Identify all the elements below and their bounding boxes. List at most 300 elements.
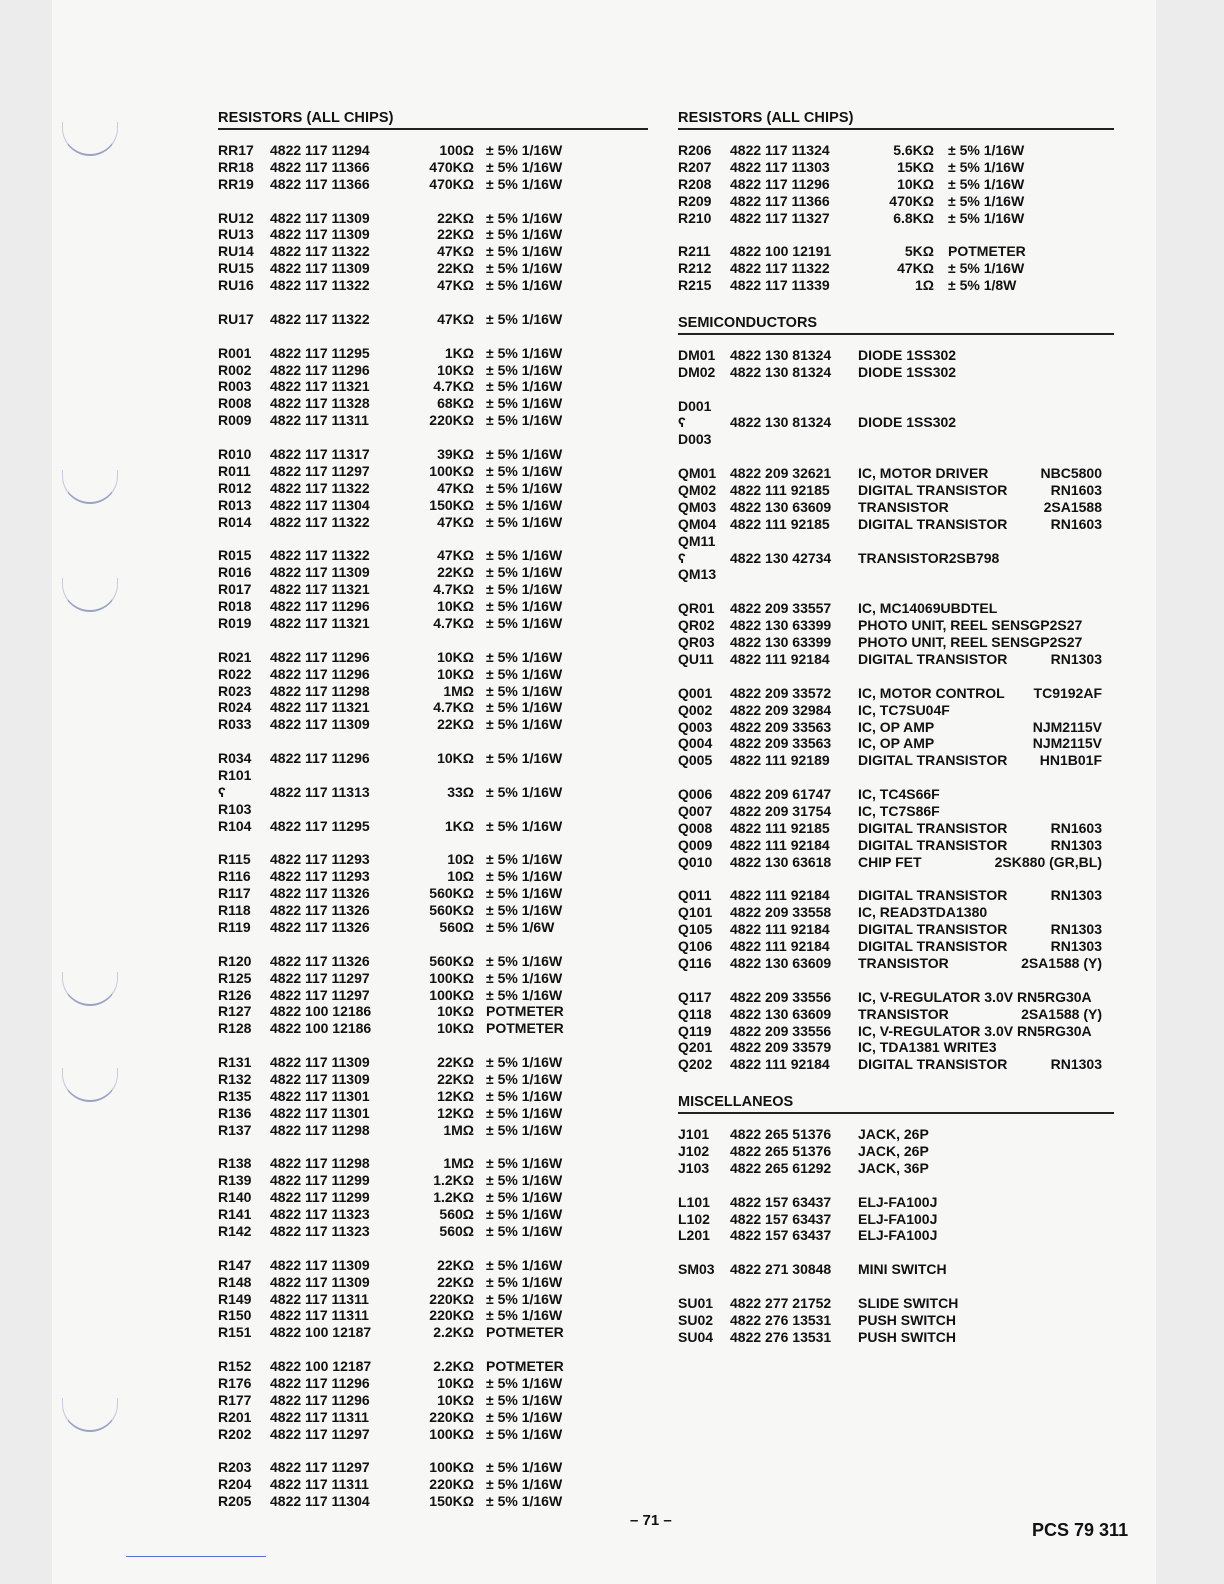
cell-type: CHIP FET bbox=[858, 853, 922, 870]
row-spacer bbox=[218, 1443, 648, 1460]
cell-code: 4822 130 81324 bbox=[730, 414, 832, 431]
cell-code: 4822 117 11317 bbox=[270, 446, 370, 463]
cell-code: 4822 209 33556 bbox=[730, 988, 832, 1005]
cell-code: 4822 117 11295 bbox=[270, 817, 370, 834]
cell-ref: DM02 bbox=[678, 363, 716, 380]
cell-code: 4822 209 33556 bbox=[730, 1022, 832, 1039]
cell-desc: ± 5% 1/16W bbox=[486, 395, 563, 412]
table-row bbox=[218, 868, 648, 885]
table-row bbox=[678, 1211, 1114, 1228]
cell-ref: Q118 bbox=[678, 1005, 712, 1022]
cell-ref: R016 bbox=[218, 564, 252, 581]
cell-ref: ʕ bbox=[218, 783, 226, 800]
table-row bbox=[218, 1392, 648, 1409]
cell-val: 10KΩ bbox=[437, 1020, 474, 1037]
cell-code: 4822 117 11309 bbox=[270, 209, 370, 226]
table-row bbox=[218, 378, 648, 395]
cell-desc: ± 5% 1/16W bbox=[486, 1104, 563, 1121]
cell-val: 22KΩ bbox=[437, 209, 474, 226]
cell-desc: ± 5% 1/16W bbox=[486, 665, 563, 682]
row-spacer bbox=[218, 1341, 648, 1358]
cell-desc: ± 5% 1/16W bbox=[486, 868, 563, 885]
cell-desc: ± 5% 1/16W bbox=[486, 1256, 563, 1273]
table-row bbox=[218, 514, 648, 531]
cell-code: 4822 130 63399 bbox=[730, 634, 832, 651]
cell-code: 4822 117 11322 bbox=[270, 310, 370, 327]
cell-code: 4822 117 11309 bbox=[270, 1070, 370, 1087]
cell-ref: R151 bbox=[218, 1324, 252, 1341]
cell-code: 4822 130 81324 bbox=[730, 363, 832, 380]
table-row bbox=[218, 497, 648, 514]
table-row bbox=[218, 784, 648, 801]
row-spacer bbox=[678, 1177, 1114, 1194]
cell-val: 1MΩ bbox=[443, 1155, 474, 1172]
table-row bbox=[218, 142, 648, 159]
table-row bbox=[678, 634, 1114, 651]
cell-code: 4822 117 11311 bbox=[270, 1408, 369, 1425]
table-row bbox=[218, 1493, 648, 1510]
cell-code: 4822 117 11301 bbox=[270, 1087, 370, 1104]
cell-ref: R203 bbox=[218, 1459, 252, 1476]
cell-val: 2.2KΩ bbox=[433, 1358, 474, 1375]
cell-ref: R126 bbox=[218, 986, 252, 1003]
table-row bbox=[218, 226, 648, 243]
cell-val: 10KΩ bbox=[437, 1375, 474, 1392]
cell-type: DIGITAL TRANSISTOR bbox=[858, 752, 1008, 769]
cell-val: 2.2KΩ bbox=[433, 1324, 474, 1341]
cell-ref: QM13 bbox=[678, 566, 717, 583]
table-row bbox=[678, 1295, 1114, 1312]
table-row bbox=[678, 1160, 1114, 1177]
cell-desc: ± 5% 1/16W bbox=[486, 344, 563, 361]
cell-ref: R116 bbox=[218, 868, 251, 885]
cell-val: 100KΩ bbox=[429, 462, 474, 479]
table-row bbox=[218, 649, 648, 666]
cell-desc: ± 5% 1/16W bbox=[486, 1290, 563, 1307]
cell-code: 4822 117 11322 bbox=[270, 243, 370, 260]
cell-part: RN1303 bbox=[1050, 1056, 1102, 1073]
cell-val: 470KΩ bbox=[429, 175, 474, 192]
cell-desc: ± 5% 1/16W bbox=[486, 581, 563, 598]
cell-ref: L201 bbox=[678, 1227, 710, 1244]
cell-code: 4822 117 11339 bbox=[730, 277, 830, 294]
table-row bbox=[218, 1189, 648, 1206]
cell-ref: Q005 bbox=[678, 752, 713, 769]
cell-ref: R001 bbox=[218, 344, 252, 361]
cell-val: 560KΩ bbox=[429, 885, 474, 902]
cell-val: 4.7KΩ bbox=[433, 699, 474, 716]
cell-val: 470KΩ bbox=[889, 192, 934, 209]
cell-val: 15KΩ bbox=[897, 158, 934, 175]
table-row bbox=[678, 347, 1114, 364]
cell-part: RN1603 bbox=[1050, 819, 1102, 836]
cell-desc: ± 5% 1/16W bbox=[948, 175, 1025, 192]
cell-code: 4822 117 11327 bbox=[730, 209, 830, 226]
cell-desc: ± 5% 1/16W bbox=[486, 243, 563, 260]
cell-code: 4822 117 11323 bbox=[270, 1206, 370, 1223]
cell-ref: R011 bbox=[218, 462, 251, 479]
cell-val: 10Ω bbox=[447, 868, 474, 885]
cell-val: 39KΩ bbox=[437, 446, 474, 463]
table-row bbox=[218, 581, 648, 598]
cell-ref: Q008 bbox=[678, 819, 713, 836]
cell-desc: ± 5% 1/16W bbox=[486, 1223, 563, 1239]
table-row bbox=[218, 176, 648, 193]
cell-desc: ± 5% 1/16W bbox=[486, 885, 563, 902]
table-row bbox=[218, 1358, 648, 1375]
table-row bbox=[218, 564, 648, 581]
table-row bbox=[218, 311, 648, 328]
page-edge-line bbox=[126, 1556, 266, 1557]
cell-ref: Q006 bbox=[678, 786, 713, 803]
cell-code: 4822 117 11296 bbox=[270, 598, 370, 615]
cell-code: 4822 117 11313 bbox=[270, 783, 370, 800]
table-row bbox=[678, 243, 1114, 260]
cell-code: 4822 209 33579 bbox=[730, 1039, 832, 1056]
cell-part: NBC5800 bbox=[1040, 465, 1102, 482]
cell-type: IC, TC4S66F bbox=[858, 786, 940, 803]
cell-code: 4822 117 11304 bbox=[270, 496, 370, 513]
table-row bbox=[678, 1006, 1114, 1023]
table-row bbox=[678, 1039, 1114, 1056]
cell-code: 4822 117 11309 bbox=[270, 1054, 370, 1071]
table-row bbox=[218, 1122, 648, 1139]
cell-ref: R014 bbox=[218, 513, 252, 530]
cell-desc: ± 5% 1/16W bbox=[486, 378, 563, 395]
table-row bbox=[678, 854, 1114, 871]
cell-ref: Q201 bbox=[678, 1039, 713, 1056]
table-row bbox=[218, 1375, 648, 1392]
cell-ref: DM01 bbox=[678, 346, 716, 363]
cell-ref: ʕ bbox=[678, 549, 686, 566]
cell-val: 220KΩ bbox=[429, 1307, 474, 1324]
cell-desc: ± 5% 1/16W bbox=[486, 969, 563, 986]
cell-desc: ± 5% 1/16W bbox=[486, 614, 563, 631]
cell-desc: ± 5% 1/16W bbox=[486, 750, 563, 767]
cell-desc: ± 5% 1/16W bbox=[486, 783, 563, 800]
cell-desc: ± 5% 1/16W bbox=[486, 175, 563, 192]
cell-desc: ± 5% 1/16W bbox=[486, 361, 563, 378]
cell-type: IC, MC14069UBDTEL bbox=[858, 600, 998, 617]
table-row bbox=[678, 1312, 1114, 1329]
cell-val: 1.2KΩ bbox=[433, 1172, 474, 1189]
cell-code: 4822 117 11311 bbox=[270, 1476, 369, 1493]
cell-ref: R022 bbox=[218, 665, 252, 682]
cell-type: IC, MOTOR DRIVER bbox=[858, 465, 989, 482]
cell-val: 1KΩ bbox=[444, 344, 474, 361]
cell-code: 4822 117 11366 bbox=[730, 192, 830, 209]
table-row bbox=[678, 277, 1114, 294]
cell-val: 5KΩ bbox=[904, 243, 934, 260]
table-row bbox=[218, 362, 648, 379]
cell-val: 5.6KΩ bbox=[893, 142, 934, 158]
cell-desc: ± 5% 1/16W bbox=[486, 851, 563, 868]
cell-val: 10KΩ bbox=[897, 175, 934, 192]
table-row bbox=[218, 1426, 648, 1443]
cell-ref: R208 bbox=[678, 175, 712, 192]
cell-desc: ± 5% 1/16W bbox=[948, 142, 1025, 158]
cell-ref: Q106 bbox=[678, 938, 713, 955]
cell-code: 4822 117 11322 bbox=[270, 547, 370, 564]
table-row bbox=[218, 260, 648, 277]
cell-desc: POTMETER bbox=[486, 1003, 564, 1020]
cell-val: 150KΩ bbox=[429, 496, 474, 513]
table-row bbox=[218, 1003, 648, 1020]
cell-ref: R204 bbox=[218, 1476, 252, 1493]
cell-part: RN1303 bbox=[1050, 921, 1102, 938]
row-spacer bbox=[678, 448, 1114, 465]
cell-code: 4822 100 12186 bbox=[270, 1003, 372, 1020]
cell-ref: Q101 bbox=[678, 904, 713, 921]
cell-code: 4822 111 92189 bbox=[730, 752, 830, 769]
cell-val: 47KΩ bbox=[437, 310, 474, 327]
cell-desc: ± 5% 1/16W bbox=[486, 412, 563, 429]
cell-type: JACK, 36P bbox=[858, 1159, 929, 1176]
cell-desc: ± 5% 1/16W bbox=[486, 1273, 563, 1290]
cell-desc: POTMETER bbox=[486, 1358, 564, 1375]
cell-type: PHOTO UNIT, REEL SENSGP2S27 bbox=[858, 634, 1083, 651]
cell-val: 10KΩ bbox=[437, 665, 474, 682]
cell-type: DIGITAL TRANSISTOR bbox=[858, 482, 1008, 499]
row-spacer bbox=[678, 381, 1114, 398]
row-spacer bbox=[218, 1240, 648, 1257]
cell-desc: ± 5% 1/16W bbox=[486, 277, 563, 294]
cell-code: 4822 209 33557 bbox=[730, 600, 832, 617]
cell-val: 47KΩ bbox=[437, 479, 474, 496]
table-row bbox=[678, 989, 1114, 1006]
table-row bbox=[218, 987, 648, 1004]
cell-code: 4822 117 11296 bbox=[270, 648, 370, 665]
cell-val: 560KΩ bbox=[429, 952, 474, 969]
cell-ref: R115 bbox=[218, 851, 251, 868]
cell-ref: SU04 bbox=[678, 1328, 714, 1345]
row-spacer bbox=[218, 193, 648, 210]
cell-desc: ± 5% 1/16W bbox=[948, 158, 1025, 175]
cell-desc: ± 5% 1/16W bbox=[486, 1206, 563, 1223]
cell-val: 22KΩ bbox=[437, 226, 474, 243]
cell-part: NJM2115V bbox=[1032, 718, 1102, 735]
cell-type: DIGITAL TRANSISTOR bbox=[858, 938, 1008, 955]
cell-code: 4822 130 81324 bbox=[730, 346, 832, 363]
cell-code: 4822 265 51376 bbox=[730, 1142, 832, 1159]
table-row bbox=[678, 938, 1114, 955]
cell-part: 2SA1588 (Y) bbox=[1021, 1005, 1102, 1022]
cell-type: IC, MOTOR CONTROL bbox=[858, 684, 1005, 701]
cell-val: 22KΩ bbox=[437, 716, 474, 733]
cell-code: 4822 117 11311 bbox=[270, 1290, 369, 1307]
cell-desc: ± 5% 1/16W bbox=[486, 986, 563, 1003]
cell-code: 4822 111 92185 bbox=[730, 482, 830, 499]
cell-ref: R138 bbox=[218, 1155, 252, 1172]
cell-type: DIODE 1SS302 bbox=[858, 363, 957, 380]
row-spacer bbox=[678, 769, 1114, 786]
table-row bbox=[678, 414, 1114, 431]
cell-val: 560Ω bbox=[439, 918, 474, 935]
cell-ref: R177 bbox=[218, 1391, 252, 1408]
cell-part: TC9192AF bbox=[1033, 684, 1102, 701]
table-row bbox=[218, 851, 648, 868]
row-spacer bbox=[218, 1139, 648, 1156]
cell-code: 4822 117 11326 bbox=[270, 902, 370, 919]
cell-desc: ± 5% 1/16W bbox=[486, 682, 563, 699]
cell-ref: J103 bbox=[678, 1159, 710, 1176]
cell-ref: R009 bbox=[218, 412, 252, 429]
table-row bbox=[218, 1257, 648, 1274]
cell-type: DIGITAL TRANSISTOR bbox=[858, 836, 1008, 853]
cell-ref: R019 bbox=[218, 614, 252, 631]
cell-code: 4822 117 11299 bbox=[270, 1189, 370, 1206]
cell-ref: R142 bbox=[218, 1223, 252, 1239]
cell-ref: QM03 bbox=[678, 498, 717, 515]
cell-ref: RR18 bbox=[218, 158, 254, 175]
table-row bbox=[678, 651, 1114, 668]
cell-type: IC, OP AMP bbox=[858, 735, 935, 752]
table-row bbox=[678, 533, 1114, 550]
cell-ref: R119 bbox=[218, 918, 251, 935]
cell-val: 47KΩ bbox=[437, 513, 474, 530]
cell-ref: RU12 bbox=[218, 209, 254, 226]
table-row bbox=[678, 921, 1114, 938]
cell-code: 4822 111 92184 bbox=[730, 650, 830, 667]
cell-ref: R135 bbox=[218, 1087, 252, 1104]
cell-ref: R128 bbox=[218, 1020, 252, 1037]
cell-val: 100Ω bbox=[439, 142, 474, 158]
table-row bbox=[678, 1023, 1114, 1040]
cell-desc: ± 5% 1/16W bbox=[486, 209, 563, 226]
cell-code: 4822 117 11321 bbox=[270, 378, 370, 395]
cell-code: 4822 117 11296 bbox=[270, 1375, 370, 1392]
cell-ref: R101 bbox=[218, 766, 252, 783]
cell-desc: ± 5% 1/16W bbox=[486, 648, 563, 665]
cell-ref: R024 bbox=[218, 699, 252, 716]
table-row bbox=[678, 837, 1114, 854]
cell-ref: Q119 bbox=[678, 1022, 712, 1039]
cell-code: 4822 117 11296 bbox=[270, 665, 370, 682]
cell-code: 4822 111 92184 bbox=[730, 887, 830, 904]
cell-code: 4822 117 11298 bbox=[270, 1155, 370, 1172]
cell-type: IC, OP AMP bbox=[858, 718, 935, 735]
cell-val: 560Ω bbox=[439, 1223, 474, 1239]
cell-part: RN1603 bbox=[1050, 515, 1102, 532]
cell-desc: ± 5% 1/16W bbox=[948, 192, 1025, 209]
cell-part: 2SK880 (GR,BL) bbox=[994, 853, 1102, 870]
table-row bbox=[678, 176, 1114, 193]
cell-ref: R118 bbox=[218, 902, 251, 919]
cell-code: 4822 265 51376 bbox=[730, 1126, 832, 1143]
row-spacer bbox=[218, 294, 648, 311]
cell-val: 4.7KΩ bbox=[433, 581, 474, 598]
cell-ref: R023 bbox=[218, 682, 252, 699]
cell-code: 4822 130 63609 bbox=[730, 1005, 832, 1022]
cell-ref: R131 bbox=[218, 1054, 252, 1071]
cell-val: 47KΩ bbox=[437, 277, 474, 294]
table-row bbox=[218, 1291, 648, 1308]
cell-ref: Q116 bbox=[678, 954, 712, 971]
cell-type: IC, TDA1381 WRITE3 bbox=[858, 1039, 997, 1056]
cell-val: 33Ω bbox=[447, 783, 474, 800]
misc-heading: MISCELLANEOS bbox=[678, 1092, 1114, 1114]
table-row bbox=[218, 885, 648, 902]
cell-code: 4822 209 33558 bbox=[730, 904, 832, 921]
cell-code: 4822 117 11322 bbox=[270, 277, 370, 294]
cell-ref: SU02 bbox=[678, 1311, 714, 1328]
cell-ref: RR19 bbox=[218, 175, 254, 192]
cell-code: 4822 117 11294 bbox=[270, 142, 370, 158]
cell-val: 100KΩ bbox=[429, 969, 474, 986]
cell-desc: ± 5% 1/16W bbox=[486, 142, 563, 158]
cell-desc: ± 5% 1/16W bbox=[486, 1391, 563, 1408]
cell-type: TRANSISTOR bbox=[858, 498, 949, 515]
cell-type: JACK, 26P bbox=[858, 1126, 929, 1143]
cell-val: 10KΩ bbox=[437, 361, 474, 378]
cell-code: 4822 209 33563 bbox=[730, 735, 832, 752]
cell-ref: R104 bbox=[218, 817, 252, 834]
cell-desc: ± 5% 1/16W bbox=[486, 1425, 563, 1442]
table-row bbox=[218, 1459, 648, 1476]
cell-ref: Q011 bbox=[678, 887, 712, 904]
cell-ref: Q007 bbox=[678, 802, 713, 819]
cell-code: 4822 111 92185 bbox=[730, 515, 830, 532]
cell-code: 4822 117 11293 bbox=[270, 868, 370, 885]
right-column bbox=[678, 108, 1114, 1346]
cell-desc: ± 5% 1/16W bbox=[486, 1087, 563, 1104]
table-row bbox=[218, 1307, 648, 1324]
table-row bbox=[678, 617, 1114, 634]
cell-ref: D003 bbox=[678, 431, 712, 448]
cell-val: 220KΩ bbox=[429, 1408, 474, 1425]
cell-val: 560KΩ bbox=[429, 902, 474, 919]
cell-type: JACK, 26P bbox=[858, 1142, 929, 1159]
cell-ref: J102 bbox=[678, 1142, 710, 1159]
table-row bbox=[218, 683, 648, 700]
cell-ref: R120 bbox=[218, 952, 252, 969]
cell-code: 4822 117 11326 bbox=[270, 918, 370, 935]
cell-val: 470KΩ bbox=[429, 158, 474, 175]
cell-val: 22KΩ bbox=[437, 564, 474, 581]
cell-ref: R148 bbox=[218, 1273, 252, 1290]
cell-ref: R136 bbox=[218, 1104, 252, 1121]
cell-ref: RU14 bbox=[218, 243, 254, 260]
cell-val: 1KΩ bbox=[444, 817, 474, 834]
table-row bbox=[678, 702, 1114, 719]
table-row bbox=[218, 970, 648, 987]
row-spacer bbox=[678, 1278, 1114, 1295]
cell-ref: R033 bbox=[218, 716, 252, 733]
cell-val: 22KΩ bbox=[437, 1256, 474, 1273]
cell-ref: R139 bbox=[218, 1172, 252, 1189]
cell-desc: ± 5% 1/16W bbox=[486, 1408, 563, 1425]
cell-val: 22KΩ bbox=[437, 1054, 474, 1071]
cell-val: 10KΩ bbox=[437, 1391, 474, 1408]
cell-ref: QM11 bbox=[678, 532, 716, 549]
cell-desc: ± 5% 1/16W bbox=[486, 1070, 563, 1087]
cell-code: 4822 130 63609 bbox=[730, 498, 832, 515]
cell-type: IC, TC7S86F bbox=[858, 802, 940, 819]
cell-desc: ± 5% 1/16W bbox=[486, 462, 563, 479]
cell-val: 6.8KΩ bbox=[893, 209, 934, 226]
table-row bbox=[678, 803, 1114, 820]
cell-type: TRANSISTOR2SB798 bbox=[858, 549, 1000, 566]
cell-type: TRANSISTOR bbox=[858, 1005, 949, 1022]
table-row bbox=[678, 431, 1114, 448]
cell-val: 100KΩ bbox=[429, 1425, 474, 1442]
cell-desc: ± 5% 1/16W bbox=[486, 1172, 563, 1189]
table-row bbox=[218, 919, 648, 936]
cell-code: 4822 117 11323 bbox=[270, 1223, 370, 1239]
cell-ref: Q105 bbox=[678, 921, 713, 938]
table-row bbox=[218, 699, 648, 716]
cell-type: PUSH SWITCH bbox=[858, 1328, 956, 1345]
